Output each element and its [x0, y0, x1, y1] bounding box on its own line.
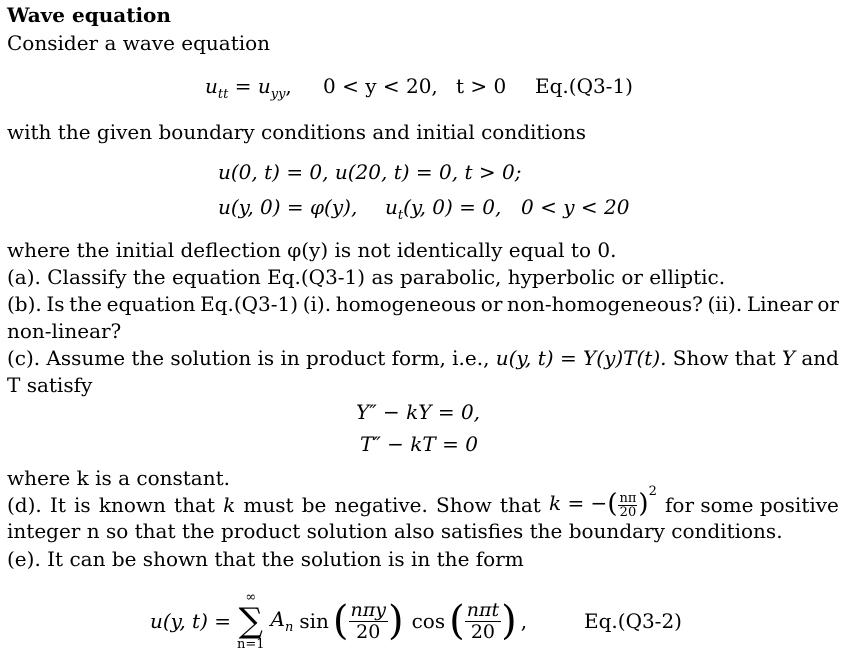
- exponent: 2: [648, 483, 657, 499]
- ic-domain: 0 < y < 20: [521, 195, 630, 219]
- part-c-word: product: [305, 346, 386, 370]
- sin-left-paren: (: [332, 598, 349, 644]
- part-c-word: and: [801, 346, 839, 370]
- cos-argument: [465, 600, 501, 643]
- eq1-rhs-sub: yy: [270, 87, 286, 102]
- part-d-line2: integer n so that the product solution also satisfies the boundary conditions.: [7, 519, 783, 543]
- left-paren: (: [607, 489, 618, 520]
- sin-right-paren: ): [388, 598, 404, 644]
- sigma-symbol: ∑: [238, 601, 263, 641]
- part-c-word: is: [257, 346, 275, 370]
- summation: [237, 591, 265, 651]
- part-c-word: that: [734, 346, 776, 370]
- part-b-word: equation: [106, 292, 196, 316]
- right-paren: ): [638, 489, 649, 520]
- initial-condition-velocity: [385, 195, 501, 224]
- eq2-comma: ,: [520, 609, 528, 633]
- part-b-word: (ii).: [707, 292, 743, 316]
- eq1-domain-t: t > 0: [456, 74, 507, 98]
- eq1-equals: =: [228, 74, 258, 98]
- part-e: (e). It can be shown that the solution is in the form: [7, 547, 524, 571]
- page-title: Wave equation: [7, 3, 171, 27]
- part-b-word: Is: [46, 292, 65, 316]
- part-d-word: is: [74, 493, 91, 517]
- part-b-line1: [7, 292, 839, 316]
- eq2-lhs: u(y, t) =: [150, 609, 231, 633]
- series-solution: [150, 586, 527, 656]
- part-c-word: form,: [391, 346, 446, 370]
- part-b-line2: non-linear?: [7, 319, 122, 343]
- eq1-label: Eq.(Q3-1): [535, 74, 633, 98]
- part-c-product-form: u(y, t) = Y(y)T(t).: [495, 346, 667, 370]
- cos-den: 20: [470, 620, 495, 643]
- eq2-label: Eq.(Q3-2): [584, 609, 682, 633]
- part-d-word: be: [301, 493, 327, 517]
- part-d-word: It: [49, 493, 66, 517]
- sin-argument: [349, 600, 388, 643]
- ode-y: Y″ − kY = 0,: [356, 400, 481, 424]
- bc-intro: with the given boundary conditions and initial conditions: [7, 120, 587, 144]
- part-d-word: known: [98, 493, 166, 517]
- part-c-word: Show: [672, 346, 729, 370]
- boundary-conditions: u(0, t) = 0, u(20, t) = 0, t > 0;: [218, 160, 522, 184]
- part-c-word: i.e.,: [452, 346, 490, 370]
- part-d-word: Show: [436, 493, 492, 517]
- frac-numerator: nπ: [619, 490, 637, 506]
- part-d-line1: [7, 483, 839, 521]
- part-d-word: negative.: [334, 493, 428, 517]
- part-b-word: non-homogeneous?: [507, 292, 703, 316]
- part-d-word: that: [174, 493, 215, 517]
- sin-den: 20: [356, 620, 381, 643]
- coefficient: [271, 607, 294, 636]
- ic-rest: (y, 0) = 0,: [403, 195, 502, 219]
- part-c-word: Assume: [46, 346, 126, 370]
- part-b-word: Linear: [746, 292, 813, 316]
- initial-condition-deflection: u(y, 0) = φ(y),: [218, 195, 358, 219]
- part-d-word: k: [223, 493, 236, 517]
- part-d-k: k = −: [548, 491, 608, 516]
- part-c-line2: T satisfy: [7, 373, 93, 397]
- part-d-tail: for some positive: [665, 493, 839, 517]
- ode-t: T″ − kT = 0: [360, 432, 478, 456]
- sum-upper-limit: ∞: [245, 590, 257, 605]
- eq1-lhs: u: [205, 74, 218, 98]
- part-c-word: Y: [781, 346, 796, 370]
- part-c-line1: [7, 346, 839, 370]
- ic-sub: t: [397, 208, 404, 223]
- part-c-word: (c).: [7, 346, 41, 370]
- part-b-word: the: [69, 292, 102, 316]
- wave-equation: $u_{tt} = u_{yy}$,: [205, 74, 292, 102]
- part-b-word: homogeneous: [335, 292, 477, 316]
- part-b-word: Eq.(Q3-1): [200, 292, 299, 316]
- constant-note: where k is a constant.: [7, 466, 230, 490]
- eq1-domain-y: 0 < y < 20,: [323, 74, 438, 98]
- part-d-word: (d).: [7, 493, 42, 517]
- part-d-word: must: [243, 493, 294, 517]
- cos-right-paren: ): [501, 598, 517, 644]
- ic-u: u: [385, 195, 398, 219]
- part-c-word: the: [131, 346, 165, 370]
- part-c-word: solution: [170, 346, 252, 370]
- part-b-word: (i).: [302, 292, 332, 316]
- coef-a: A: [270, 606, 285, 631]
- sum-lower-limit: n=1: [237, 637, 265, 652]
- part-b-word: or: [817, 292, 839, 316]
- coef-sub: n: [285, 619, 294, 635]
- cos-num: nπt: [466, 598, 500, 621]
- part-c-word: in: [280, 346, 300, 370]
- part-b-word: (b).: [7, 292, 42, 316]
- eq1-lhs-sub: tt: [217, 87, 229, 102]
- part-a: (a). Classify the equation Eq.(Q3-1) as parabolic, hyperbolic or elliptic.: [7, 265, 726, 289]
- frac-denominator: 20: [619, 504, 637, 520]
- sin-function: sin: [299, 609, 329, 633]
- deflection-note: where the initial deflection φ(y) is not identically equal to 0.: [7, 238, 617, 262]
- cos-function: cos: [411, 609, 446, 633]
- part-d-word: that: [499, 493, 541, 517]
- npi-over-20: [618, 492, 637, 519]
- part-d-k-expression: [548, 483, 657, 520]
- sin-num: nπy: [350, 598, 386, 621]
- intro-text: Consider a wave equation: [7, 31, 271, 55]
- eq1-rhs: u: [257, 74, 271, 98]
- cos-left-paren: (: [449, 598, 465, 644]
- part-b-word: or: [480, 292, 503, 316]
